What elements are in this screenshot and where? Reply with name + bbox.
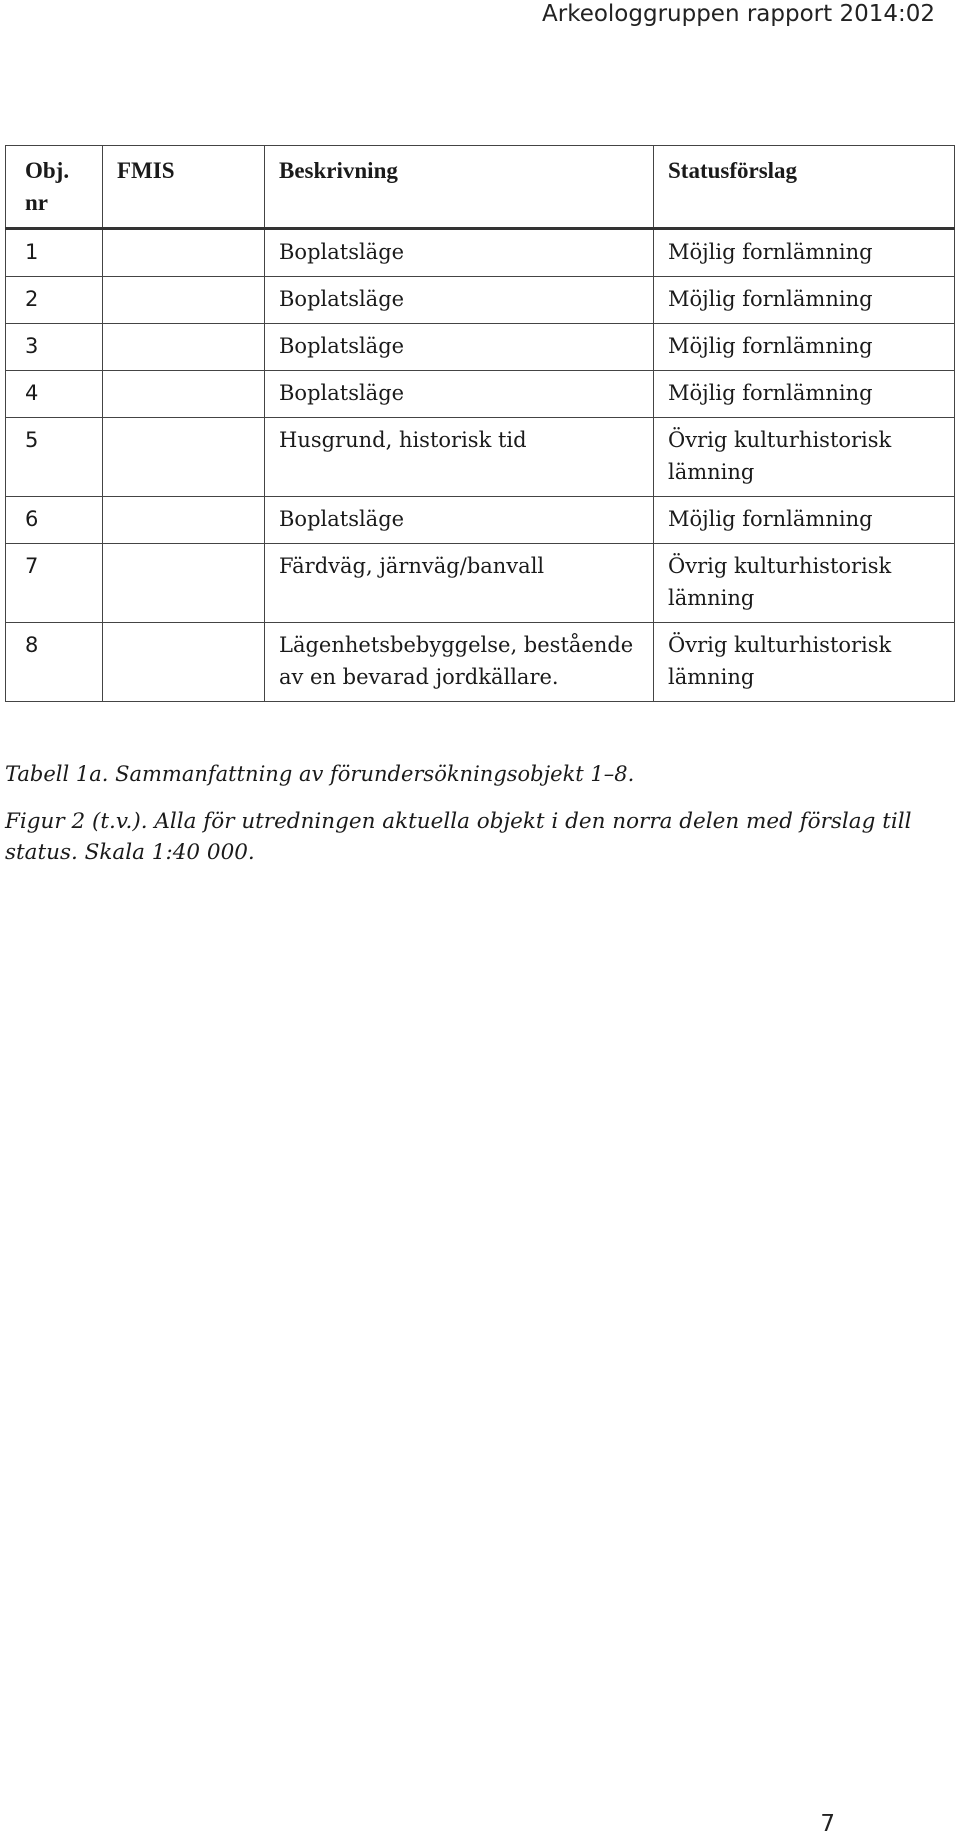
table-row: [6, 324, 955, 371]
table-row: [6, 497, 955, 544]
page-number: 7: [820, 1811, 835, 1837]
table-row: [6, 229, 955, 277]
cell-status: Övrig kulturhistorisk lämning: [654, 418, 955, 497]
cell-fmis: [103, 418, 265, 497]
cell-beskrivning: Boplatsläge: [265, 229, 654, 277]
cell-status: Övrig kulturhistorisk lämning: [654, 623, 955, 702]
cell-beskrivning: Boplatsläge: [265, 324, 654, 371]
column-header-obj-nr: Obj. nr: [6, 146, 103, 229]
cell-obj-nr: 4: [6, 371, 103, 418]
cell-obj-nr: 1: [6, 229, 103, 277]
cell-status: Möjlig fornlämning: [654, 497, 955, 544]
column-header-beskrivning: Beskrivning: [265, 146, 654, 229]
cell-obj-nr: 3: [6, 324, 103, 371]
cell-obj-nr: 7: [6, 544, 103, 623]
figure-caption: Figur 2 (t.v.). Alla för utredningen aktuella objekt i den norra delen med förslag till status. Skala 1:40 000.: [5, 809, 912, 865]
table-row: [6, 371, 955, 418]
table-caption: Tabell 1a. Sammanfattning av förundersökningsobjekt 1–8.: [5, 762, 635, 786]
column-header-fmis: FMIS: [103, 146, 265, 229]
cell-beskrivning: Färdväg, järnväg/banvall: [265, 544, 654, 623]
table-row: [6, 277, 955, 324]
cell-fmis: [103, 544, 265, 623]
column-header-statusforslag: Statusförslag: [654, 146, 955, 229]
cell-beskrivning: Boplatsläge: [265, 277, 654, 324]
cell-status: Möjlig fornlämning: [654, 277, 955, 324]
table-body: [6, 229, 955, 702]
cell-obj-nr: 8: [6, 623, 103, 702]
cell-status: Övrig kulturhistorisk lämning: [654, 544, 955, 623]
table-row: [6, 544, 955, 623]
table-row: [6, 418, 955, 497]
table-header-row: [6, 146, 955, 229]
cell-fmis: [103, 229, 265, 277]
cell-status: Möjlig fornlämning: [654, 324, 955, 371]
cell-beskrivning: Lägenhetsbebyggelse, bestående av en bevarad jordkällare.: [265, 623, 654, 702]
cell-obj-nr: 5: [6, 418, 103, 497]
cell-fmis: [103, 371, 265, 418]
cell-beskrivning: Boplatsläge: [265, 497, 654, 544]
cell-fmis: [103, 623, 265, 702]
cell-fmis: [103, 277, 265, 324]
cell-beskrivning: Husgrund, historisk tid: [265, 418, 654, 497]
running-header: Arkeologgruppen rapport 2014:02: [542, 1, 935, 27]
summary-table: [5, 145, 955, 702]
table-row: [6, 623, 955, 702]
cell-obj-nr: 2: [6, 277, 103, 324]
cell-obj-nr: 6: [6, 497, 103, 544]
cell-status: Möjlig fornlämning: [654, 371, 955, 418]
cell-status: Möjlig fornlämning: [654, 229, 955, 277]
cell-beskrivning: Boplatsläge: [265, 371, 654, 418]
cell-fmis: [103, 497, 265, 544]
cell-fmis: [103, 324, 265, 371]
